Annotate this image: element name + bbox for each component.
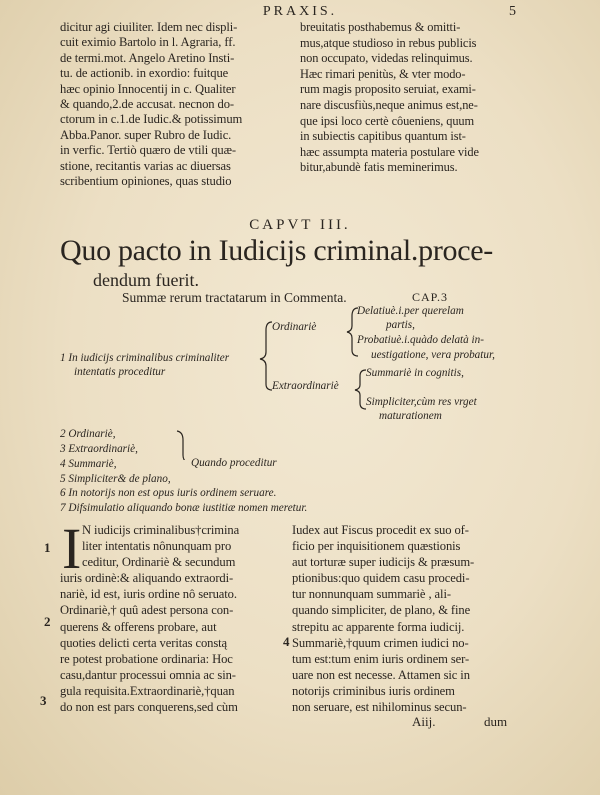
text-line: Hæc rimari penitùs, & vter modo- [300,66,466,81]
text-line: tum est:tum enim iuris ordinem ser- [292,651,470,666]
text-line: iuris ordinè:& aliquando extraordi- [60,571,234,586]
text-line: non seruare, est nihilominus secun- [292,700,467,715]
text-line: bitur,abundè fatis meminerimus. [300,160,458,175]
root-label-line-2: intentatis proceditur [74,366,166,378]
chapter-title-line-2: dendum fuerit. [93,270,199,290]
body-left-column [60,516,240,715]
text-line: que ipsi loco certè côueniens, quum [300,113,475,128]
text-line: mus,atque studioso in rebus publicis [300,35,477,50]
margin-number: 3 [40,693,47,708]
text-line: quando simpliciter, de plano, & fine [292,603,471,618]
summary-heading: Summæ rerum tractatarum in Commenta. [122,290,347,305]
summarie-label: Summariè in cognitis, [366,367,464,379]
catchword: dum [484,714,508,729]
probatiue-line-2: uestigatione, vera probatur, [371,349,495,361]
list-item: 4 Summariè, [60,458,117,470]
text-line: breuitatis posthabemus & omitti- [300,20,461,34]
text-line: in subiectis capitibus quantum ist- [300,129,466,144]
text-line: scribentium opiniones, quas studio [60,174,232,189]
list-brace [177,431,188,460]
list-item: 2 Ordinariè, [60,428,116,440]
extraordinarie-brace [355,370,366,409]
page-number: 5 [509,4,516,19]
text-line: tur nonnunquam summariè , ali- [292,587,451,602]
text-line: notorijs criminibus iuris ordinem [292,683,455,698]
body-right-column [292,522,474,715]
chapter-title-line-1: Quo pacto in Iudicijs criminal.proce- [60,234,493,267]
list-item: 3 Extraordinariè, [60,443,138,455]
margin-number: 1 [44,540,51,555]
text-line: nare discusfiùs,neque animus est,ne- [300,97,478,112]
text-line: Iudex aut Fiscus procedit ex suo of- [292,523,469,537]
quando-label: Quando proceditur [191,457,277,469]
text-line: hæc assumpta materia postulare vide [300,144,479,159]
text-line: do non est pars conquerens,sed cùm [60,700,238,715]
list-item: 5 Simpliciter& de plano, [60,473,171,485]
text-line: querens & offerens probare, aut [60,619,217,634]
text-line: re potest probatione ordinaria: Hoc [60,651,233,666]
text-line: non occupato, videdas relinquimus. [300,51,473,66]
text-line: ptionibus:quo quidem casu procedi- [292,571,470,586]
delatiue-line-2: partis, [386,319,415,331]
list-item-6: 6 In notorijs non est opus iuris ordinem seruare. [60,487,277,499]
delatiue-line-1: Delatiuè.i.per querelam [357,305,464,317]
text-line: & quando,2.de accusat. necnon do- [60,97,235,112]
cap-label: CAP.3 [412,290,449,304]
simpliciter-line-2: maturationem [379,410,442,422]
text-line: uare non est necesse. Attamen sic in [292,667,470,682]
text-line: tu. de actionib. in exordio: fuitque [60,66,229,81]
text-line: quoties delicti certa veritas constą [60,635,228,650]
drop-cap: I [62,516,82,581]
text-line: ceditur, Ordinariè & secundum [82,555,236,570]
text-line: N iudicijs criminalibus†crimina [82,523,240,537]
simpliciter-line-1: Simpliciter,cùm res vrget [366,396,477,408]
text-line: gula requisita.Extraordinariè,†quan [60,683,235,698]
extraordinarie-label: Extraordinariè [272,380,339,392]
text-line: strepitu ac apparente forma iudicij. [292,619,465,634]
text-line: aut torturæ super iudicijs & præsum- [292,555,475,570]
probatiue-line-1: Probatiuè.i.quàdo delatà in- [357,334,484,346]
text-line: hæc opinio Innocentij in c. Qualiter [60,81,236,96]
signature-mark: Aiij. [412,714,436,729]
ordinarie-label: Ordinariè [272,321,317,333]
text-line: nariè, id est, iuris ordine nô seruato. [60,587,237,602]
main-brace [260,322,272,390]
text-line: de termi.mot. Angelo Aretino Insti- [60,50,235,65]
text-line: dicitur agi ciuiliter. Idem nec displi- [60,20,238,34]
root-label-line-1: 1 In iudicijs criminalibus criminaliter [60,352,230,364]
text-line: stione, recitantis varias ac diuersas [60,158,231,173]
margin-number: 4 [283,634,290,649]
text-line: liter intentatis nônunquam pro [82,539,232,554]
margin-number: 2 [44,614,51,629]
text-line: Ordinariè,† quû adest persona con- [60,603,234,618]
text-line: Abba.Panor. super Rubro de Iudic. [60,127,232,142]
text-line: rum magis proposito seruiat, exami- [300,82,476,97]
chapter-number: CAPVT III. [249,217,351,233]
text-line: ctorum in c.1.de Iudic.& potissimum [60,112,243,127]
list-item-7: 7 Difsimulatio aliquando bonæ iustitiæ nomen meretur. [60,502,308,514]
text-line: casu,dantur processui omnia ac sin- [60,667,236,682]
text-line: cuit eximio Bartolo in l. Agraria, ff. [60,35,236,50]
text-line: ficio per inquisitionem quæstionis [292,539,461,554]
ordinarie-brace [347,308,358,356]
text-line: Summariè,†quum crimen iudici no- [292,635,469,650]
running-title: PRAXIS. [262,4,338,19]
text-line: in verfic. Tertiò quæro de vtili quæ- [60,143,237,158]
